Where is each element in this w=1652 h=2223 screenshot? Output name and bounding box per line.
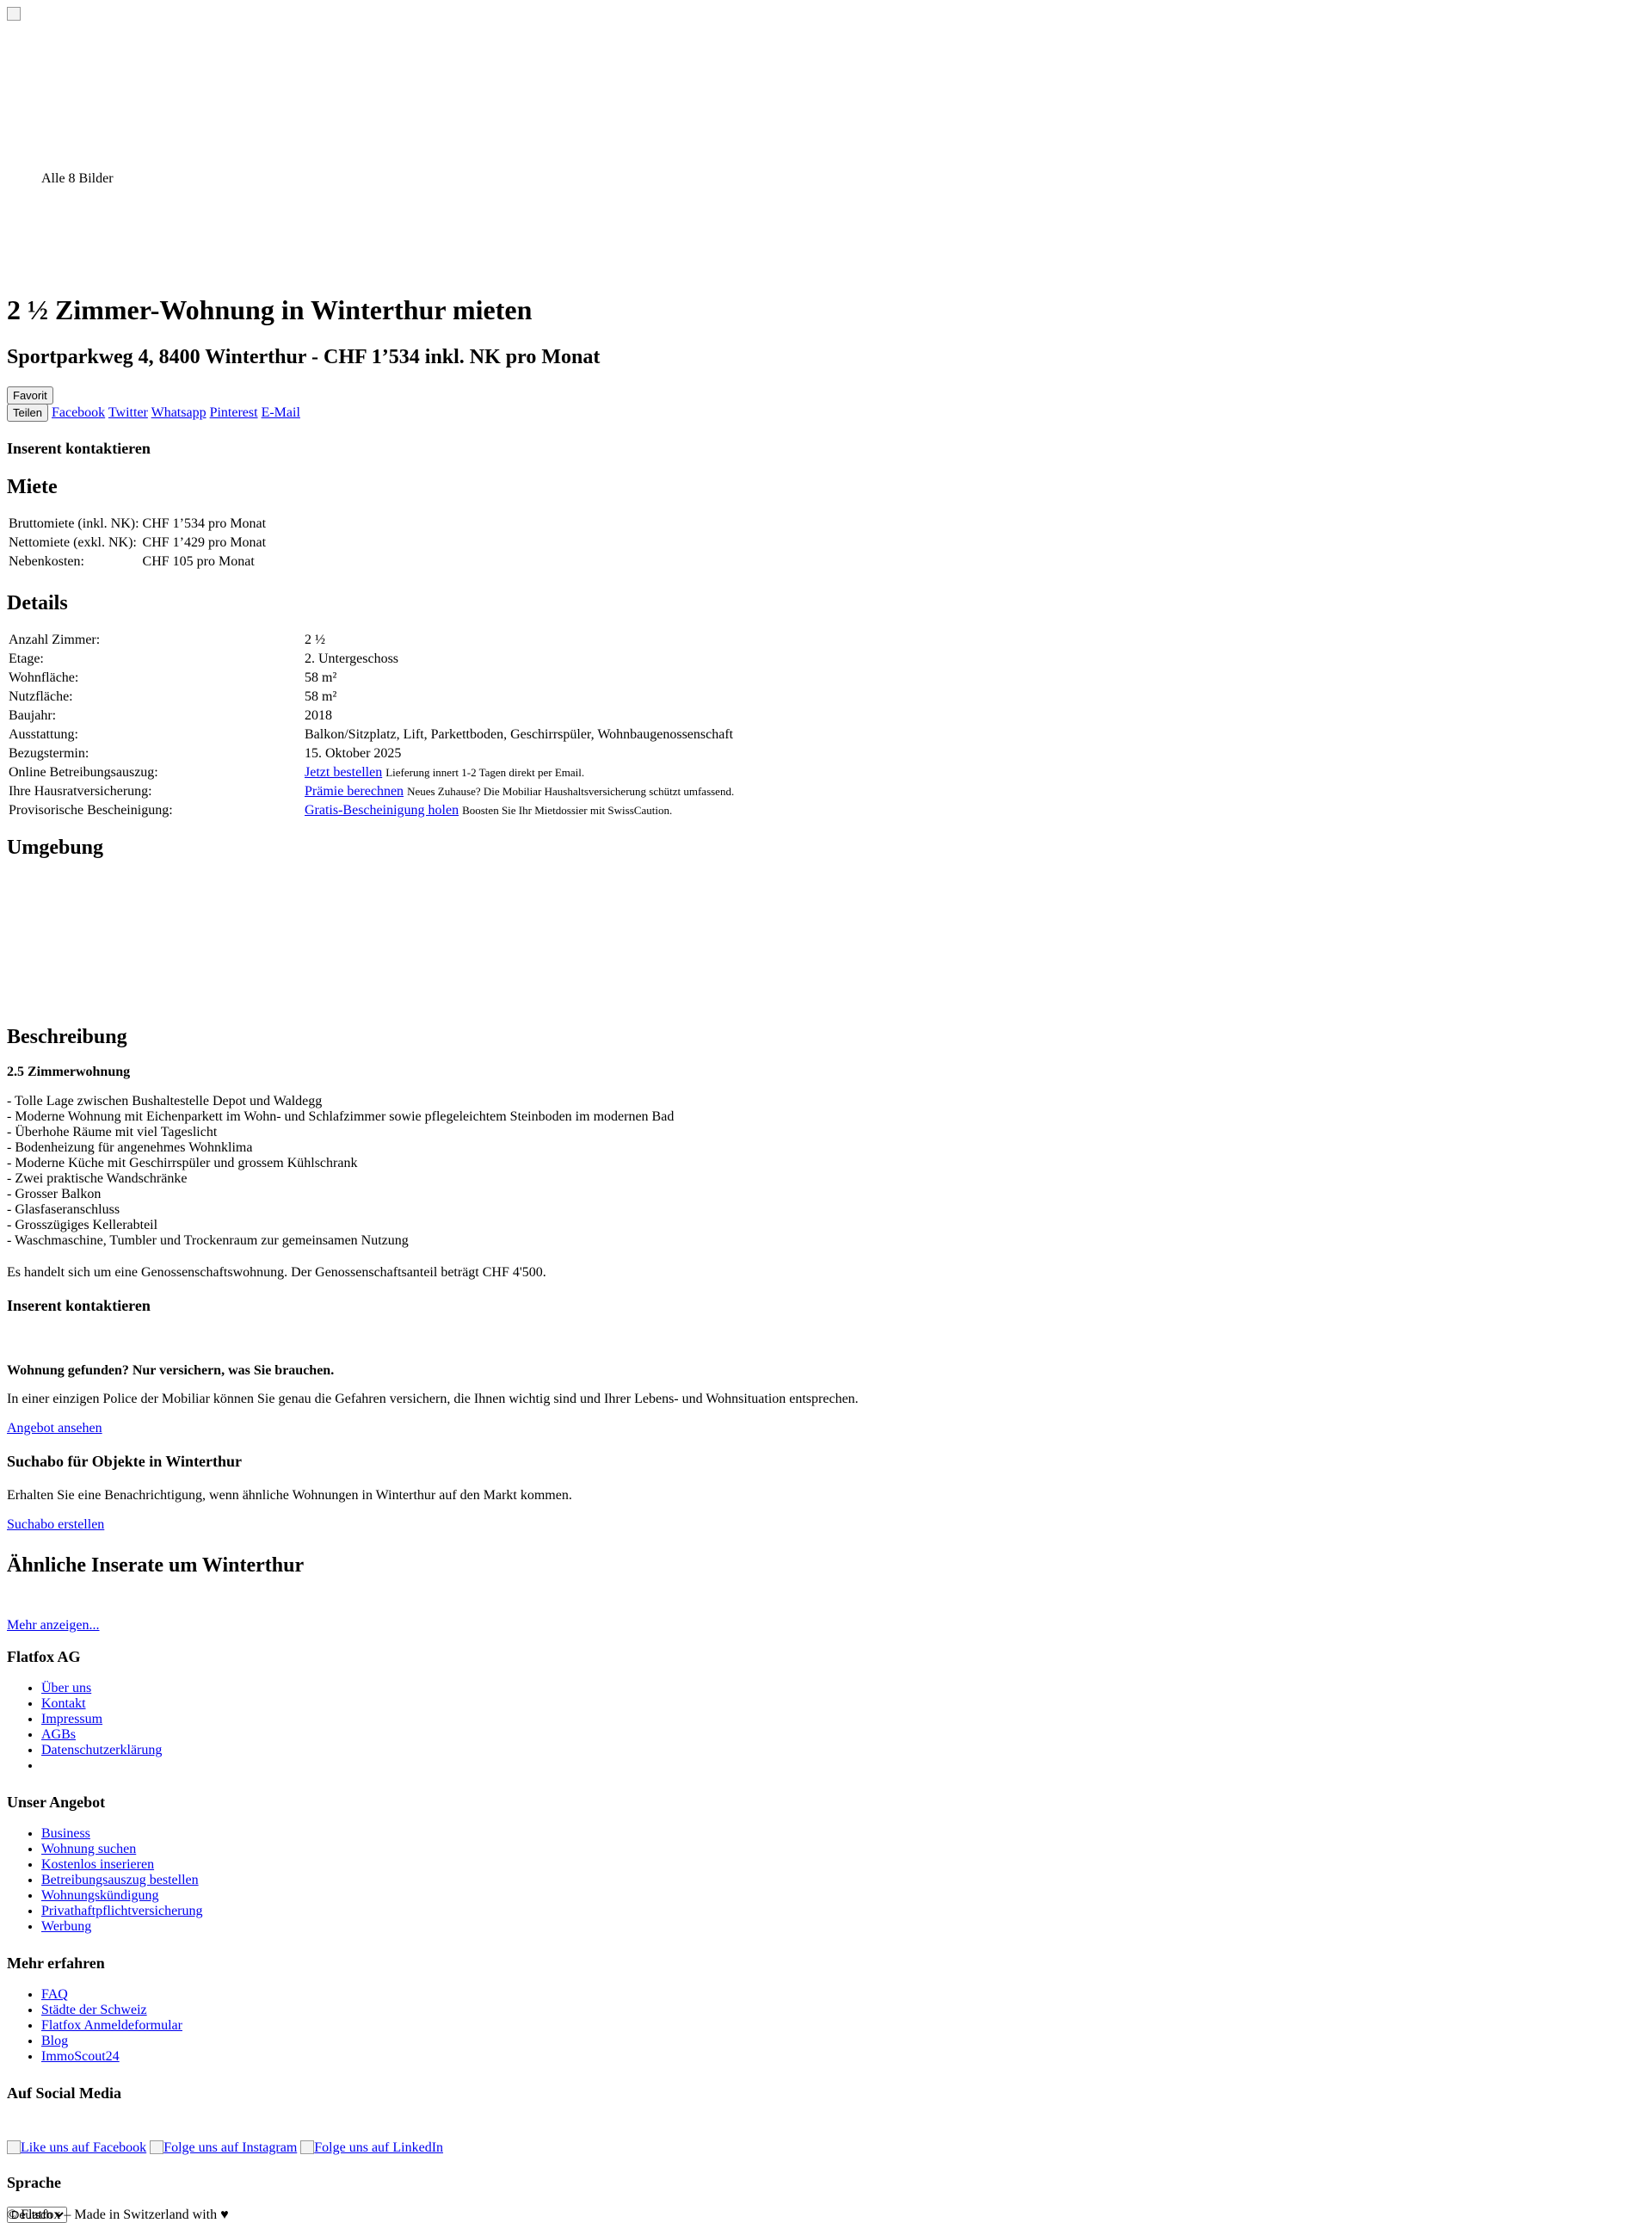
details-value: 58 m² [305, 670, 337, 685]
details-value: 2018 [305, 708, 332, 723]
details-note: Neues Zuhause? Die Mobiliar Haushaltsversicherung schützt umfassend. [407, 785, 735, 798]
facebook-social-label: Like uns auf Facebook [21, 2140, 147, 2155]
description-line: - Grosszügiges Kellerabteil [7, 1218, 158, 1232]
footer-list-item [41, 2018, 182, 2034]
cities-link[interactable]: Städte der Schweiz [41, 2003, 147, 2017]
details-link-cell [304, 802, 735, 819]
description-note: Es handelt sich um eine Genossenschaftswohnung. Der Genossenschaftsanteil beträgt CHF 4'500. [7, 1265, 546, 1280]
imprint-link[interactable]: Impressum [41, 1712, 103, 1726]
footer-company-heading: Flatfox AG [7, 1648, 81, 1665]
blog-link[interactable]: Blog [41, 2034, 69, 2048]
rent-label: Nettomiete (exkl. NK): [9, 535, 137, 550]
view-offer-link[interactable]: Angebot ansehen [7, 1421, 102, 1436]
share-facebook-link[interactable]: Facebook [51, 405, 106, 420]
footer-list-item [41, 1712, 162, 1727]
footer-list-item-empty [41, 1758, 162, 1774]
share-whatsapp-link[interactable]: Whatsapp [151, 405, 206, 420]
footer-offer-heading: Unser Angebot [7, 1794, 106, 1811]
details-link-cell [304, 764, 735, 781]
description-line: - Waschmaschine, Tumbler und Trockenraum zur gemeinsamen Nutzung [7, 1233, 409, 1248]
privacy-link[interactable]: Datenschutzerklärung [41, 1743, 163, 1757]
contact-link[interactable]: Kontakt [41, 1696, 86, 1711]
footer-list-item [41, 1919, 203, 1935]
rent-label: Bruttomiete (inkl. NK): [9, 516, 139, 531]
description-line: - Moderne Küche mit Geschirrspüler und grossem Kühlschrank [7, 1156, 358, 1170]
calculate-premium-link[interactable]: Prämie berechnen [305, 784, 404, 799]
linkedin-social-label: Folge uns auf LinkedIn [314, 2140, 444, 2155]
details-row [8, 632, 735, 649]
instagram-social-link[interactable] [150, 2140, 297, 2155]
details-row-insurance [8, 783, 735, 800]
details-row [8, 707, 735, 725]
footer-list-item [41, 1888, 203, 1904]
all-images-label[interactable]: Alle 8 Bilder [41, 171, 114, 186]
footer-language-heading: Sprache [7, 2174, 61, 2191]
share-button[interactable]: Teilen [7, 404, 48, 422]
details-note: Boosten Sie Ihr Mietdossier mit SwissCaution. [462, 804, 673, 817]
details-table [6, 630, 737, 821]
business-link[interactable]: Business [41, 1826, 90, 1841]
footer-list-item [41, 1987, 182, 2003]
details-label: Anzahl Zimmer: [9, 633, 101, 647]
rent-table [6, 514, 268, 572]
details-row [8, 689, 735, 706]
gallery-image-placeholder[interactable] [7, 7, 21, 21]
free-listing-link[interactable]: Kostenlos inserieren [41, 1857, 155, 1872]
rent-value: CHF 1’534 pro Monat [142, 516, 267, 531]
rent-label: Nebenkosten: [9, 554, 84, 569]
description-line: - Moderne Wohnung mit Eichenparkett im Wohn- und Schlafzimmer sowie pflegeleichtem Steinboden im modernen Bad [7, 1109, 675, 1124]
terms-link[interactable]: AGBs [41, 1727, 77, 1742]
footer-social-heading: Auf Social Media [7, 2084, 121, 2102]
search-alert-heading: Suchabo für Objekte in Winterthur [7, 1453, 243, 1470]
footer-company-list [7, 1681, 162, 1774]
footer-list-item [41, 2034, 182, 2049]
details-label: Nutzfläche: [9, 689, 73, 704]
page-subtitle: Sportparkweg 4, 8400 Winterthur - CHF 1’534 inkl. NK pro Monat [7, 346, 601, 368]
details-label: Ihre Hausratversicherung: [9, 784, 152, 799]
copyright-text: © Flatfox – Made in Switzerland with ♥ [7, 2208, 229, 2222]
details-label: Online Betreibungsauszug: [9, 765, 158, 780]
facebook-social-link[interactable] [7, 2140, 146, 2155]
details-label: Baujahr: [9, 708, 57, 723]
details-row-debt-record [8, 764, 735, 781]
footer-offer-list [7, 1826, 203, 1935]
details-row [8, 726, 735, 744]
advertising-link[interactable]: Werbung [41, 1919, 92, 1934]
footer-list-item [41, 2003, 182, 2018]
rent-row-gross [8, 516, 267, 533]
rent-row-net [8, 534, 267, 552]
details-note: Lieferung innert 1-2 Tagen direkt per Email. [385, 766, 585, 779]
details-row [8, 651, 735, 668]
immoscout-link[interactable]: ImmoScout24 [41, 2049, 120, 2064]
details-value: Balkon/Sitzplatz, Lift, Parkettboden, Geschirrspüler, Wohnbaugenossenschaft [305, 727, 734, 742]
faq-link[interactable]: FAQ [41, 1987, 68, 2002]
details-value: 2 ½ [305, 633, 325, 647]
footer-list-item [41, 1696, 162, 1712]
similar-listings-heading: Ähnliche Inserate um Winterthur [7, 1554, 305, 1577]
footer-list-item [41, 1904, 203, 1919]
details-value: 58 m² [305, 689, 337, 704]
description-line: - Grosser Balkon [7, 1187, 102, 1201]
insurance-heading: Wohnung gefunden? Nur versichern, was Sie brauchen. [7, 1363, 335, 1378]
find-apartment-link[interactable]: Wohnung suchen [41, 1842, 137, 1856]
description-line: - Zwei praktische Wandschränke [7, 1171, 188, 1186]
surroundings-heading: Umgebung [7, 837, 104, 859]
rent-row-extra [8, 553, 267, 571]
show-more-link[interactable]: Mehr anzeigen... [7, 1618, 100, 1633]
footer-list-item [41, 1857, 203, 1873]
lease-termination-link[interactable]: Wohnungskündigung [41, 1888, 159, 1903]
details-label: Provisorische Bescheinigung: [9, 803, 173, 818]
description-subheading: 2.5 Zimmerwohnung [7, 1065, 131, 1079]
footer-list-item [41, 2049, 182, 2065]
details-value: 2. Untergeschoss [305, 651, 399, 666]
order-debt-record-link[interactable]: Jetzt bestellen [305, 765, 383, 780]
footer-list-item [41, 1743, 162, 1758]
details-heading: Details [7, 592, 68, 614]
social-links [7, 2140, 443, 2156]
about-us-link[interactable]: Über uns [41, 1681, 92, 1695]
details-label: Bezugstermin: [9, 746, 89, 761]
description-heading: Beschreibung [7, 1026, 127, 1048]
details-row [8, 670, 735, 687]
description-text [7, 1094, 674, 1249]
footer-list-item [41, 1727, 162, 1743]
linkedin-icon [300, 2140, 314, 2154]
footer-list-item [41, 1842, 203, 1857]
details-label: Etage: [9, 651, 44, 666]
share-bar [7, 404, 300, 422]
share-twitter-link[interactable]: Twitter [108, 405, 148, 420]
description-line: - Überhohe Räume mit viel Tageslicht [7, 1125, 218, 1139]
order-debt-record-footer-link[interactable]: Betreibungsauszug bestellen [41, 1873, 199, 1887]
instagram-icon [150, 2140, 163, 2154]
details-value: 15. Oktober 2025 [305, 746, 402, 761]
contact-heading-top[interactable]: Inserent kontaktieren [7, 440, 151, 457]
favorite-button[interactable]: Favorit [7, 386, 53, 404]
free-certificate-link[interactable]: Gratis-Bescheinigung holen [305, 803, 459, 818]
rent-heading: Miete [7, 476, 58, 498]
footer-learn-list [7, 1987, 182, 2065]
page-title: 2 ½ Zimmer-Wohnung in Winterthur mieten [7, 294, 533, 325]
details-row [8, 745, 735, 763]
footer-learn-heading: Mehr erfahren [7, 1954, 105, 1972]
liability-insurance-link[interactable]: Privathaftpflichtversicherung [41, 1904, 203, 1918]
footer-list-item [41, 1873, 203, 1888]
details-link-cell [304, 783, 735, 800]
details-row-certificate [8, 802, 735, 819]
instagram-social-label: Folge uns auf Instagram [163, 2140, 298, 2155]
contact-heading-bottom[interactable]: Inserent kontaktieren [7, 1297, 151, 1314]
create-search-alert-link[interactable]: Suchabo erstellen [7, 1517, 105, 1532]
footer-list-item [41, 1681, 162, 1696]
share-email-link[interactable]: E-Mail [261, 405, 300, 420]
details-label: Wohnfläche: [9, 670, 79, 685]
application-form-link[interactable]: Flatfox Anmeldeformular [41, 2018, 182, 2033]
rent-value: CHF 1’429 pro Monat [142, 535, 267, 550]
footer-list-item [41, 1826, 203, 1842]
facebook-icon [7, 2140, 21, 2154]
description-line: - Tolle Lage zwischen Bushaltestelle Depot und Waldegg [7, 1094, 323, 1108]
description-line: - Bodenheizung für angenehmes Wohnklima [7, 1140, 253, 1155]
search-alert-text: Erhalten Sie eine Benachrichtigung, wenn ähnliche Wohnungen in Winterthur auf den Markt kommen. [7, 1488, 572, 1503]
details-label: Ausstattung: [9, 727, 78, 742]
rent-value: CHF 105 pro Monat [142, 554, 255, 569]
insurance-text: In einer einzigen Police der Mobiliar können Sie genau die Gefahren versichern, die Ihnen wichtig sind und Ihrer Lebens- und Wohnsituation entsprechen. [7, 1392, 859, 1406]
linkedin-social-link[interactable] [300, 2140, 443, 2155]
description-line: - Glasfaseranschluss [7, 1202, 120, 1217]
share-pinterest-link[interactable]: Pinterest [209, 405, 258, 420]
